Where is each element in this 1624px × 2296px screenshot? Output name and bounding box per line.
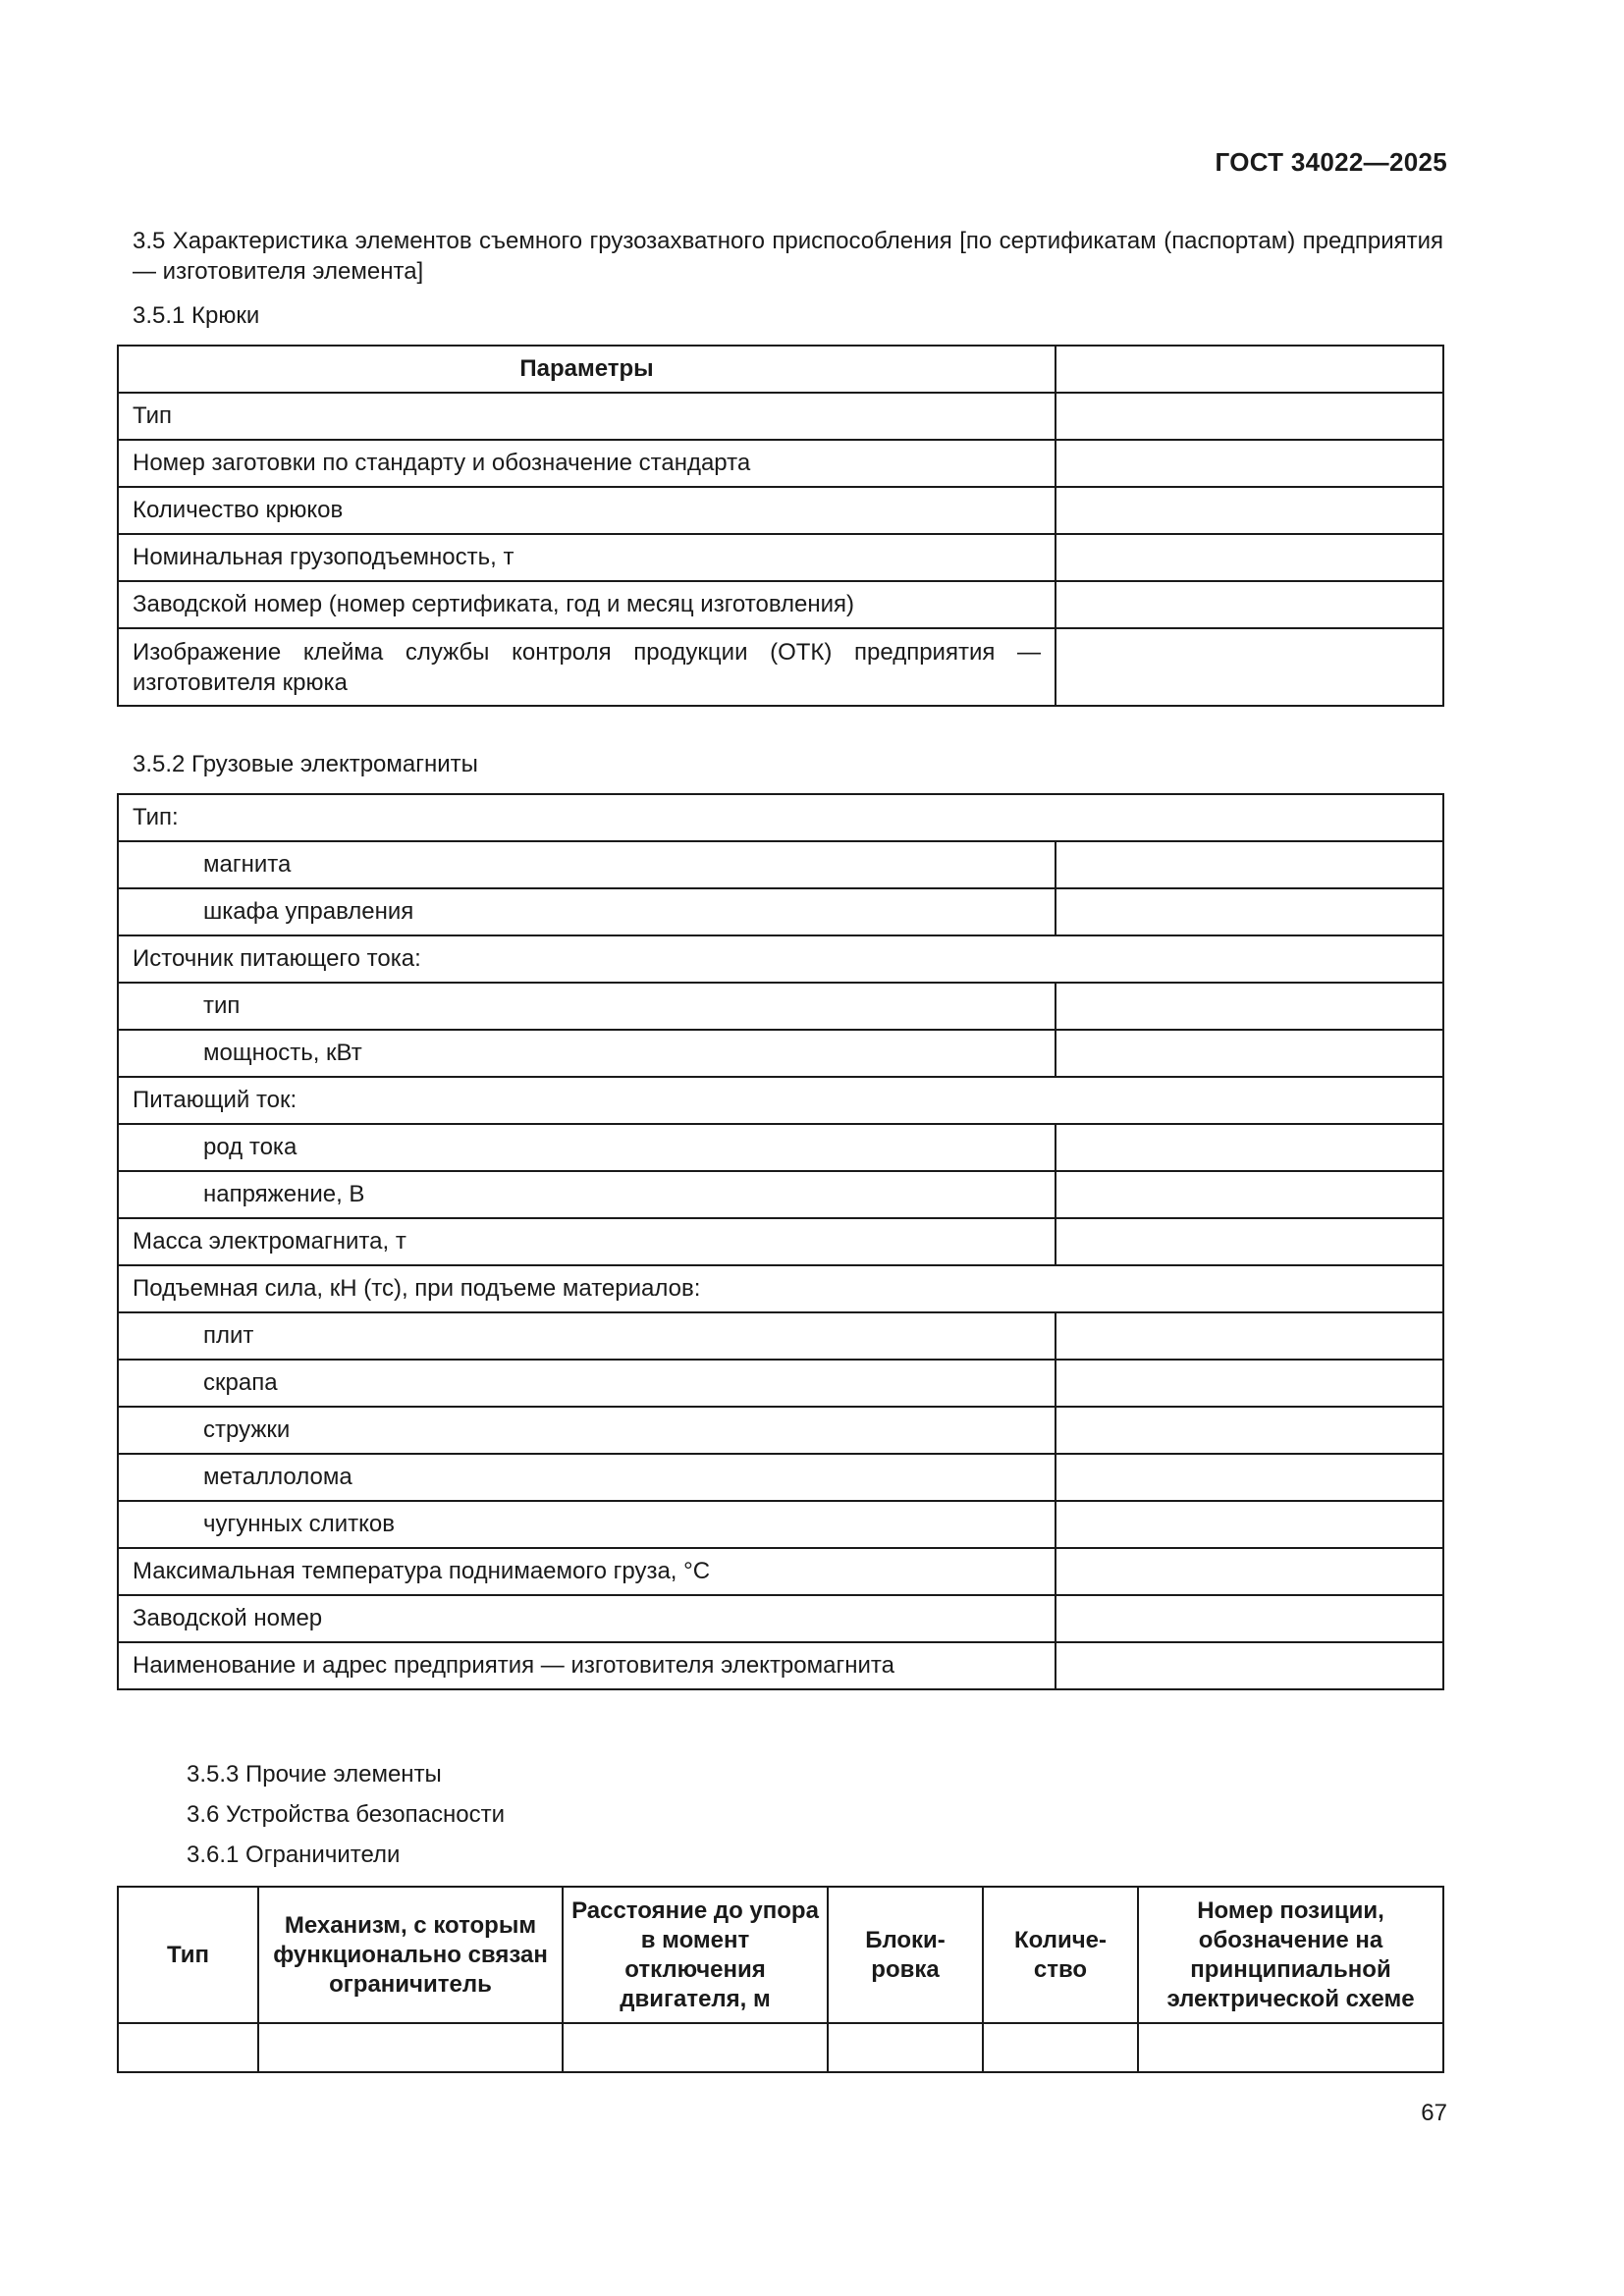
row-label: мощность, кВт	[118, 1030, 1056, 1077]
table-row	[118, 487, 1443, 534]
row-label: Заводской номер	[118, 1595, 1056, 1642]
value-cell	[1056, 1124, 1443, 1171]
value-cell	[1056, 983, 1443, 1030]
value-cell	[1056, 1407, 1443, 1454]
table-row	[118, 628, 1443, 706]
value-cell	[1056, 1360, 1443, 1407]
section-3-6-1-heading: 3.6.1 Ограничители	[187, 1842, 401, 1868]
value-cell	[1056, 1548, 1443, 1595]
value-cell	[1056, 1595, 1443, 1642]
section-3-5-1-heading: 3.5.1 Крюки	[133, 302, 260, 329]
row-label: Масса электромагнита, т	[118, 1218, 1056, 1265]
row-label: Тип	[118, 393, 1056, 440]
column-header-quantity: Количе-ство	[983, 1887, 1138, 2023]
table-row	[118, 440, 1443, 487]
table-cell	[258, 2023, 563, 2072]
table-header-row	[118, 346, 1443, 393]
value-cell	[1056, 1171, 1443, 1218]
group-label: Тип:	[118, 794, 1443, 841]
value-cell	[1056, 1454, 1443, 1501]
table-row	[118, 581, 1443, 628]
table-row	[118, 534, 1443, 581]
row-label: стружки	[118, 1407, 1056, 1454]
limiters-table	[117, 1886, 1444, 2073]
row-label: Заводской номер (номер сертификата, год и месяц изготовления)	[118, 581, 1056, 628]
value-column-header	[1056, 346, 1443, 393]
table-row	[118, 888, 1443, 935]
table-row	[118, 2023, 1443, 2072]
table-cell	[563, 2023, 828, 2072]
table-row	[118, 1454, 1443, 1501]
row-label: чугунных слитков	[118, 1501, 1056, 1548]
row-label: Изображение клейма службы контроля продукции (ОТК) предприятия — изготовителя крюка	[118, 628, 1056, 706]
table-cell	[1138, 2023, 1443, 2072]
table-row	[118, 1642, 1443, 1689]
value-cell	[1056, 1501, 1443, 1548]
section-3-6-heading: 3.6 Устройства безопасности	[187, 1801, 505, 1828]
value-cell	[1056, 1312, 1443, 1360]
row-label: напряжение, В	[118, 1171, 1056, 1218]
table-row	[118, 1124, 1443, 1171]
value-cell	[1056, 440, 1443, 487]
row-label: Номер заготовки по стандарту и обозначение стандарта	[118, 440, 1056, 487]
table-row	[118, 1265, 1443, 1312]
table-row	[118, 1595, 1443, 1642]
column-header-type: Тип	[118, 1887, 258, 2023]
group-label: Подъемная сила, кН (тс), при подъеме материалов:	[118, 1265, 1443, 1312]
magnets-table	[117, 793, 1444, 1690]
column-header-parameters: Параметры	[118, 346, 1056, 393]
table-row	[118, 1030, 1443, 1077]
value-cell	[1056, 1642, 1443, 1689]
value-cell	[1056, 581, 1443, 628]
row-label: род тока	[118, 1124, 1056, 1171]
table-row	[118, 1501, 1443, 1548]
table-row	[118, 1407, 1443, 1454]
table-row	[118, 794, 1443, 841]
table-row	[118, 1218, 1443, 1265]
section-3-5-3-heading: 3.5.3 Прочие элементы	[187, 1761, 442, 1788]
row-label: тип	[118, 983, 1056, 1030]
table-row	[118, 983, 1443, 1030]
value-cell	[1056, 888, 1443, 935]
group-label: Питающий ток:	[118, 1077, 1443, 1124]
table-row	[118, 935, 1443, 983]
row-label: Наименование и адрес предприятия — изготовителя электромагнита	[118, 1642, 1056, 1689]
section-3-5-2-heading: 3.5.2 Грузовые электромагниты	[133, 751, 478, 777]
value-cell	[1056, 534, 1443, 581]
table-row	[118, 1548, 1443, 1595]
page-number: 67	[1421, 2100, 1447, 2126]
hooks-table	[117, 345, 1444, 707]
value-cell	[1056, 1218, 1443, 1265]
value-cell	[1056, 487, 1443, 534]
column-header-blocking: Блоки-ровка	[828, 1887, 983, 2023]
table-cell	[983, 2023, 1138, 2072]
column-header-position-number: Номер позиции, обозначение на принципиальной электрической схеме	[1138, 1887, 1443, 2023]
row-label: Максимальная температура поднимаемого груза, °С	[118, 1548, 1056, 1595]
row-label: скрапа	[118, 1360, 1056, 1407]
table-row	[118, 841, 1443, 888]
standard-number: ГОСТ 34022—2025	[1215, 147, 1447, 177]
table-row	[118, 1171, 1443, 1218]
section-3-5-text: 3.5 Характеристика элементов съемного грузозахватного приспособления [по сертификатам (паспортам) предприятия — изготовителя элемента]	[133, 228, 1443, 285]
column-header-mechanism: Механизм, с которым функционально связан ограничитель	[258, 1887, 563, 2023]
table-cell	[118, 2023, 258, 2072]
group-label: Источник питающего тока:	[118, 935, 1443, 983]
table-row	[118, 1360, 1443, 1407]
value-cell	[1056, 841, 1443, 888]
row-label: шкафа управления	[118, 888, 1056, 935]
table-row	[118, 1077, 1443, 1124]
row-label: плит	[118, 1312, 1056, 1360]
row-label: Количество крюков	[118, 487, 1056, 534]
row-label: Номинальная грузоподъемность, т	[118, 534, 1056, 581]
table-header-row	[118, 1887, 1443, 2023]
column-header-distance: Расстояние до упора в момент отключения двигателя, м	[563, 1887, 828, 2023]
value-cell	[1056, 628, 1443, 706]
value-cell	[1056, 393, 1443, 440]
row-label: магнита	[118, 841, 1056, 888]
table-cell	[828, 2023, 983, 2072]
row-label: металлолома	[118, 1454, 1056, 1501]
value-cell	[1056, 1030, 1443, 1077]
table-row	[118, 393, 1443, 440]
table-row	[118, 1312, 1443, 1360]
